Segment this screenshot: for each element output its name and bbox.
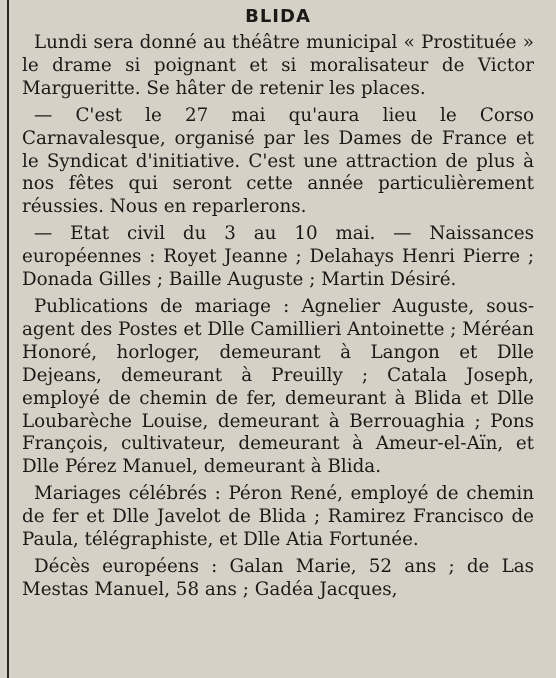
paragraph-mariages-celebres: Mariages célébrés : Péron René, employé de chemin de fer et Dlle Javelot de Blida ; Ramirez Francisco de Paula, télégraphiste, et Dlle Atia Fortunée. [22,483,534,551]
paragraph-naissances: — Etat civil du 3 au 10 mai. — Naissances européennes : Royet Jeanne ; Delahays Henri Pierre ; Donada Gilles ; Baille Auguste ; Martin Désiré. [22,223,534,291]
newspaper-column [22,4,534,602]
article-heading: BLIDA [245,6,311,27]
paragraph-publications-mariage: Publications de mariage : Agnelier Auguste, sous-agent des Postes et Dlle Camillieri Antoinette ; Méréan Honoré, horloger, demeurant à Langon et Dlle Dejeans, demeurant à Preuilly ; Catala Joseph, employé de chemin de fer, demeurant à Blida et Dlle Loubarèche Louise, demeurant à Berrouaghia ; Pons François, cultivateur, demeurant à Ameur-el-Aïn, et Dlle Pérez Manuel, demeurant à Blida. [22,295,534,478]
paragraph-deces: Décès européens : Galan Marie, 52 ans ; de Las Mestas Manuel, 58 ans ; Gadéa Jacques, [22,555,534,600]
column-rule [7,0,9,678]
paragraph-theatre: Lundi sera donné au théâtre municipal « Prostituée » le drame si poignant et si moralisateur de Victor Margueritte. Se hâter de retenir les places. [22,32,534,99]
paragraph-corso: — C'est le 27 mai qu'aura lieu le Corso Carnavalesque, organisé par les Dames de France et le Syndicat d'initiative. C'est une attraction de plus à nos fêtes qui seront cette année particulièrement réussies. Nous en reparlerons. [22,104,534,218]
